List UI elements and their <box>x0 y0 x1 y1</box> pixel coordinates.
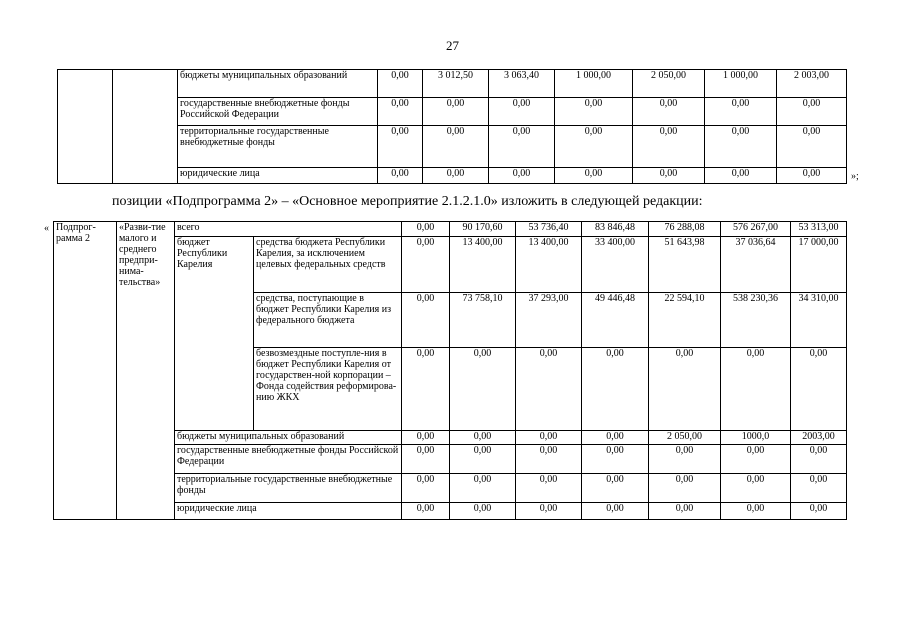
value-cell: 76 288,08 <box>649 222 721 237</box>
value-cell: 0,00 <box>633 98 705 126</box>
value-cell: 1 000,00 <box>555 70 633 98</box>
value-cell: 0,00 <box>516 445 582 474</box>
value-cell: 0,00 <box>705 126 777 168</box>
value-cell: 37 293,00 <box>516 293 582 348</box>
value-cell: 0,00 <box>450 474 516 503</box>
row-label: юридические лица <box>175 503 402 520</box>
value-cell: 0,00 <box>791 474 847 503</box>
row-label: государственные внебюджетные фонды Российской Федерации <box>178 98 378 126</box>
page-number: 27 <box>446 38 459 53</box>
value-cell: 0,00 <box>450 445 516 474</box>
value-cell: 22 594,10 <box>649 293 721 348</box>
value-cell: 2003,00 <box>791 431 847 445</box>
empty-cell <box>58 70 113 184</box>
value-cell: 0,00 <box>791 503 847 520</box>
budget-group-cell: бюджет Республики Карелия <box>175 237 254 431</box>
value-cell: 0,00 <box>378 70 423 98</box>
value-cell: 13 400,00 <box>450 237 516 293</box>
program-title-cell: «Разви-тие малого и среднего предпри-нима-тельства» <box>117 222 175 520</box>
value-cell: 0,00 <box>649 474 721 503</box>
value-cell: 17 000,00 <box>791 237 847 293</box>
value-cell: 0,00 <box>402 293 450 348</box>
value-cell: 576 267,00 <box>721 222 791 237</box>
value-cell: 0,00 <box>721 445 791 474</box>
table-row <box>54 222 847 237</box>
row-label: средства бюджета Республики Карелия, за исключением целевых федеральных средств <box>254 237 402 293</box>
value-cell: 0,00 <box>777 168 847 184</box>
value-cell: 3 063,40 <box>489 70 555 98</box>
value-cell: 0,00 <box>649 445 721 474</box>
value-cell: 0,00 <box>721 474 791 503</box>
value-cell: 0,00 <box>582 348 649 431</box>
value-cell: 0,00 <box>633 126 705 168</box>
value-cell: 0,00 <box>582 503 649 520</box>
value-cell: 0,00 <box>402 222 450 237</box>
value-cell: 13 400,00 <box>516 237 582 293</box>
row-label: государственные внебюджетные фонды Российской Федерации <box>175 445 402 474</box>
value-cell: 0,00 <box>402 348 450 431</box>
value-cell: 538 230,36 <box>721 293 791 348</box>
value-cell: 0,00 <box>791 348 847 431</box>
row-label: бюджеты муниципальных образований <box>175 431 402 445</box>
row-label: средства, поступающие в бюджет Республики Карелия из федерального бюджета <box>254 293 402 348</box>
value-cell: 73 758,10 <box>450 293 516 348</box>
value-cell: 2 050,00 <box>649 431 721 445</box>
value-cell: 0,00 <box>423 168 489 184</box>
value-cell: 0,00 <box>516 503 582 520</box>
value-cell: 34 310,00 <box>791 293 847 348</box>
value-cell: 0,00 <box>489 168 555 184</box>
value-cell: 0,00 <box>721 503 791 520</box>
value-cell: 0,00 <box>705 168 777 184</box>
value-cell: 90 170,60 <box>450 222 516 237</box>
row-label: безвозмездные поступле-ния в бюджет Республики Карелия от государствен-ной корпорации – Фонда содействия реформирова-нию ЖКХ <box>254 348 402 431</box>
program-cell: Подпрог-рамма 2 <box>54 222 117 520</box>
value-cell: 83 846,48 <box>582 222 649 237</box>
opening-quote-mark: « <box>44 223 49 234</box>
value-cell: 51 643,98 <box>649 237 721 293</box>
value-cell: 0,00 <box>555 98 633 126</box>
value-cell: 33 400,00 <box>582 237 649 293</box>
value-cell: 0,00 <box>423 98 489 126</box>
value-cell: 0,00 <box>378 168 423 184</box>
value-cell: 0,00 <box>582 474 649 503</box>
value-cell: 0,00 <box>649 503 721 520</box>
value-cell: 2 050,00 <box>633 70 705 98</box>
value-cell: 0,00 <box>516 474 582 503</box>
value-cell: 0,00 <box>516 348 582 431</box>
value-cell: 0,00 <box>402 474 450 503</box>
value-cell: 0,00 <box>705 98 777 126</box>
closing-quote-mark: »; <box>851 171 859 182</box>
value-cell: 1000,0 <box>721 431 791 445</box>
value-cell: 0,00 <box>450 348 516 431</box>
value-cell: 0,00 <box>450 431 516 445</box>
value-cell: 0,00 <box>777 98 847 126</box>
empty-cell <box>113 70 178 184</box>
value-cell: 0,00 <box>402 431 450 445</box>
value-cell: 0,00 <box>489 98 555 126</box>
value-cell: 49 446,48 <box>582 293 649 348</box>
value-cell: 0,00 <box>582 445 649 474</box>
row-label: юридические лица <box>178 168 378 184</box>
row-label: бюджеты муниципальных образований <box>178 70 378 98</box>
subprogram-table <box>53 221 847 520</box>
value-cell: 0,00 <box>423 126 489 168</box>
value-cell: 0,00 <box>378 126 423 168</box>
value-cell: 0,00 <box>721 348 791 431</box>
value-cell: 0,00 <box>791 445 847 474</box>
value-cell: 0,00 <box>402 445 450 474</box>
value-cell: 0,00 <box>555 126 633 168</box>
value-cell: 37 036,64 <box>721 237 791 293</box>
section-heading: позиции «Подпрограмма 2» – «Основное мероприятие 2.1.2.1.0» изложить в следующей редакции: <box>112 194 703 209</box>
row-label: территориальные государственные внебюджетные фонды <box>175 474 402 503</box>
row-label: территориальные государственные внебюджетные фонды <box>178 126 378 168</box>
value-cell: 0,00 <box>489 126 555 168</box>
value-cell: 0,00 <box>633 168 705 184</box>
value-cell: 0,00 <box>402 503 450 520</box>
value-cell: 1 000,00 <box>705 70 777 98</box>
value-cell: 0,00 <box>555 168 633 184</box>
value-cell: 0,00 <box>582 431 649 445</box>
value-cell: 53 736,40 <box>516 222 582 237</box>
value-cell: 0,00 <box>516 431 582 445</box>
continuation-table <box>57 69 847 184</box>
value-cell: 0,00 <box>777 126 847 168</box>
table-row <box>58 70 847 98</box>
value-cell: 0,00 <box>649 348 721 431</box>
value-cell: 3 012,50 <box>423 70 489 98</box>
value-cell: 0,00 <box>402 237 450 293</box>
row-label: всего <box>175 222 402 237</box>
value-cell: 0,00 <box>378 98 423 126</box>
value-cell: 0,00 <box>450 503 516 520</box>
value-cell: 53 313,00 <box>791 222 847 237</box>
value-cell: 2 003,00 <box>777 70 847 98</box>
